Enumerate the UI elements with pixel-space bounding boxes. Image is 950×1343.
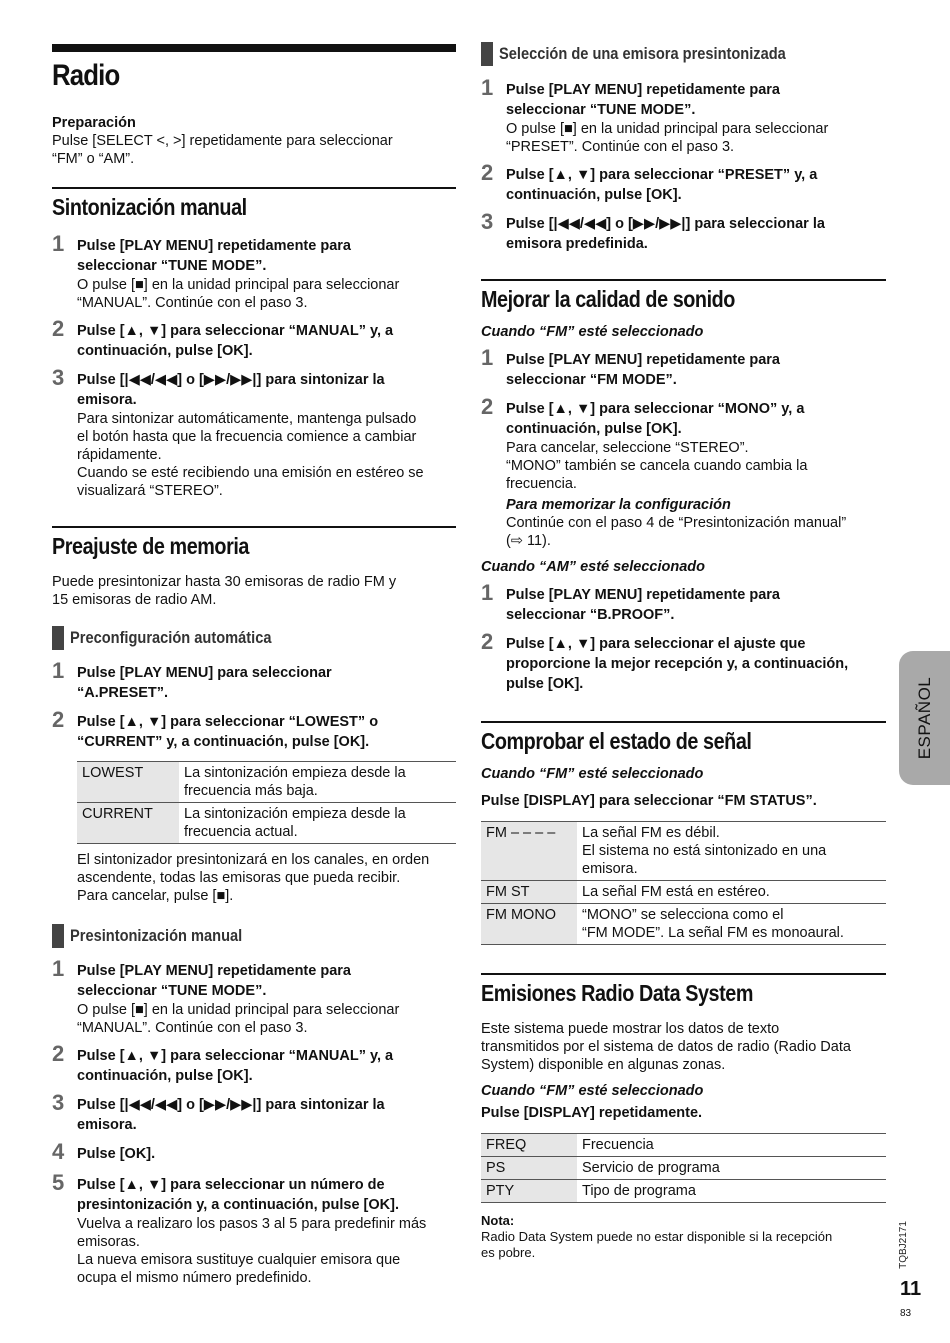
- rds-value: Servicio de programa: [577, 1157, 886, 1180]
- step-instruction: Pulse [PLAY MENU] repetidamente para: [506, 587, 780, 603]
- prep-text-2: “FM” o “AM”.: [52, 151, 135, 167]
- table-row: [481, 904, 886, 945]
- step-number: 3: [481, 209, 494, 234]
- table-row: [481, 1157, 886, 1180]
- status-value: [577, 904, 886, 945]
- status-key: FM MONO: [481, 904, 577, 945]
- option-key: LOWEST: [77, 762, 179, 803]
- step-note: Para cancelar, pulse [■].: [77, 888, 234, 904]
- step-instruction: Pulse [|◀◀/◀◀] o [▶▶/▶▶|] para seleccionar la: [506, 216, 825, 232]
- section-title: Mejorar la calidad de sonido: [481, 286, 735, 312]
- page-title: Radio: [52, 59, 120, 92]
- status-value: [577, 822, 886, 881]
- step-instruction: Pulse [▲, ▼] para seleccionar el ajuste que: [506, 636, 806, 652]
- status-text: emisora.: [582, 861, 638, 877]
- subsection-title: [52, 925, 456, 947]
- step-instruction: emisora.: [77, 392, 137, 408]
- intro-text: Este sistema puede mostrar los datos de texto: [481, 1021, 780, 1037]
- step-instruction: proporcione la mejor recepción y, a continuación,: [506, 656, 849, 672]
- section-rule: [52, 526, 456, 528]
- intro-text: Puede presintonizar hasta 30 emisoras de radio FM y: [52, 574, 397, 590]
- section-title: Comprobar el estado de señal: [481, 728, 752, 754]
- step-note: Cuando se esté recibiendo una emisión en estéreo se: [77, 465, 424, 481]
- status-key: FM ST: [481, 881, 577, 904]
- step: [52, 1170, 456, 1287]
- signal-status-table: [481, 821, 886, 945]
- step: [481, 75, 886, 156]
- step-instruction: emisora predefinida.: [506, 236, 648, 252]
- status-text: “MONO” se selecciona como el: [582, 907, 784, 923]
- instruction: Pulse [DISPLAY] repetidamente.: [481, 1105, 703, 1121]
- condition-heading: Cuando “FM” esté seleccionado: [481, 766, 704, 782]
- preparation: [52, 114, 456, 168]
- note-heading: Nota:: [481, 1213, 515, 1228]
- table-row: [481, 1134, 886, 1157]
- step-note: Para sintonizar automáticamente, mantenga pulsado: [77, 411, 417, 427]
- step-instruction: Pulse [▲, ▼] para seleccionar un número de: [77, 1177, 385, 1193]
- step-number: 1: [52, 956, 65, 981]
- subsection-title: [52, 627, 456, 649]
- step-note: El sintonizador presintonizará en los canales, en orden: [77, 852, 430, 868]
- step-note: O pulse [■] en la unidad principal para seleccionar: [506, 121, 829, 137]
- section-rule: [52, 187, 456, 189]
- step: [52, 1090, 456, 1135]
- step-instruction: continuación, pulse [OK].: [506, 187, 682, 203]
- step-instruction: seleccionar “TUNE MODE”.: [77, 258, 267, 274]
- step-instruction: Pulse [▲, ▼] para seleccionar “LOWEST” o: [77, 714, 379, 730]
- step-instruction: seleccionar “TUNE MODE”.: [506, 102, 696, 118]
- option-text: frecuencia actual.: [184, 824, 298, 840]
- step: [481, 160, 886, 205]
- instruction: Pulse [DISPLAY] para seleccionar “FM STATUS”.: [481, 793, 817, 809]
- step-instruction: Pulse [▲, ▼] para seleccionar “MONO” y, a: [506, 401, 805, 417]
- section-title: Sintonización manual: [52, 194, 247, 220]
- step-instruction: Pulse [▲, ▼] para seleccionar “PRESET” y, a: [506, 167, 818, 183]
- step: [52, 707, 456, 905]
- step-instruction: “A.PRESET”.: [77, 685, 169, 701]
- step: [52, 1041, 456, 1086]
- status-text: La señal FM está en estéreo.: [582, 884, 770, 900]
- step-instruction: Pulse [PLAY MENU] repetidamente para: [77, 238, 351, 254]
- step-number: 1: [481, 345, 494, 370]
- step: [481, 629, 886, 694]
- section-signal-status: [481, 721, 886, 945]
- section-rule: [481, 279, 886, 281]
- step-number: 2: [481, 394, 494, 419]
- intro-text: transmitidos por el sistema de datos de radio (Radio Data: [481, 1039, 851, 1055]
- step-instruction: continuación, pulse [OK].: [77, 1068, 253, 1084]
- rds-table: [481, 1133, 886, 1203]
- step-instruction: seleccionar “TUNE MODE”.: [77, 983, 267, 999]
- step-note: ocupa el mismo número predefinido.: [77, 1270, 312, 1286]
- step: [52, 658, 456, 703]
- document-code: [892, 1218, 916, 1272]
- step-instruction: Pulse [PLAY MENU] repetidamente para: [506, 352, 780, 368]
- step-instruction: Pulse [|◀◀/◀◀] o [▶▶/▶▶|] para sintonizar la: [77, 372, 385, 388]
- table-row: [481, 1180, 886, 1203]
- subsection-title-text: Selección de una emisora presintonizada: [499, 44, 786, 63]
- preset-intro: [52, 573, 456, 609]
- option-value: [179, 762, 456, 803]
- section-rds: [481, 973, 886, 1261]
- section-memory-preset: [52, 526, 456, 1287]
- section-sound-quality: [481, 279, 886, 694]
- rds-key: PTY: [481, 1180, 577, 1203]
- step-instruction: Pulse [PLAY MENU] repetidamente para: [506, 82, 780, 98]
- step-instruction: Pulse [|◀◀/◀◀] o [▶▶/▶▶|] para sintonizar la: [77, 1097, 385, 1113]
- step: [481, 209, 886, 254]
- step-number: 2: [481, 629, 494, 654]
- step-note: el botón hasta que la frecuencia comience a cambiar: [77, 429, 417, 445]
- rds-key: FREQ: [481, 1134, 577, 1157]
- step-note: Continúe con el paso 4 de “Presintonización manual”: [506, 515, 847, 531]
- step-note: (⇨ 11).: [506, 533, 551, 549]
- step-note: O pulse [■] en la unidad principal para seleccionar: [77, 277, 400, 293]
- step-note: “MANUAL”. Continúe con el paso 3.: [77, 295, 308, 311]
- intro-text: System) disponible en algunas zonas.: [481, 1057, 726, 1073]
- step-instruction: Pulse [▲, ▼] para seleccionar “MANUAL” y, a: [77, 1048, 394, 1064]
- table-row: [481, 822, 886, 881]
- status-text: El sistema no está sintonizado en una: [582, 843, 827, 859]
- step-instruction: continuación, pulse [OK].: [77, 343, 253, 359]
- step-number: 4: [52, 1139, 65, 1164]
- option-text: La sintonización empieza desde la: [184, 765, 406, 781]
- rds-intro: [481, 1020, 886, 1074]
- subsection-title-text: Preconfiguración automática: [70, 628, 272, 647]
- condition-heading: Cuando “FM” esté seleccionado: [481, 1083, 704, 1099]
- option-value: [179, 803, 456, 844]
- prep-text-1: Pulse [SELECT <, >] repetidamente para seleccionar: [52, 133, 393, 149]
- preset-after: [77, 851, 456, 905]
- option-key: CURRENT: [77, 803, 179, 844]
- step: [52, 316, 456, 361]
- rds-key: PS: [481, 1157, 577, 1180]
- document-code-text: TQBJ2171: [898, 1221, 909, 1269]
- step-note: O pulse [■] en la unidad principal para seleccionar: [77, 1002, 400, 1018]
- step: [481, 580, 886, 625]
- step-number: 2: [52, 707, 65, 732]
- note-text: es pobre.: [481, 1245, 536, 1260]
- note: [481, 1213, 886, 1261]
- section-rule: [481, 973, 886, 975]
- right-column: [481, 44, 886, 1261]
- step-note: frecuencia.: [506, 476, 577, 492]
- step-instruction: “CURRENT” y, a continuación, pulse [OK].: [77, 734, 370, 750]
- step-instruction: presintonización y, a continuación, pulse [OK].: [77, 1197, 399, 1213]
- option-text: La sintonización empieza desde la: [184, 806, 406, 822]
- language-tab: [899, 651, 950, 785]
- left-column: [52, 44, 456, 1287]
- subsection-title-text: Presintonización manual: [70, 926, 243, 945]
- step: [52, 956, 456, 1037]
- section-manual-tuning: [52, 187, 456, 500]
- step-instruction: continuación, pulse [OK].: [506, 421, 682, 437]
- step-number: 1: [481, 580, 494, 605]
- memorize-heading: Para memorizar la configuración: [506, 497, 731, 513]
- rds-value: Tipo de programa: [577, 1180, 886, 1203]
- page-number: 11: [900, 1278, 922, 1300]
- condition-heading: Cuando “AM” esté seleccionado: [481, 559, 705, 575]
- step-number: 3: [52, 365, 65, 390]
- status-value: [577, 881, 886, 904]
- intro-text: 15 emisoras de radio AM.: [52, 592, 217, 608]
- step-number: 2: [481, 160, 494, 185]
- table-row: [77, 803, 456, 844]
- rds-value: Frecuencia: [577, 1134, 886, 1157]
- step-instruction: pulse [OK].: [506, 676, 584, 692]
- table-row: [77, 762, 456, 803]
- step: [52, 365, 456, 500]
- step-note: “MANUAL”. Continúe con el paso 3.: [77, 1020, 308, 1036]
- status-text: La señal FM es débil.: [582, 825, 720, 841]
- language-tab-label: ESPAÑOL: [914, 676, 934, 760]
- step-note: rápidamente.: [77, 447, 162, 463]
- step-note: “PRESET”. Continúe con el paso 3.: [506, 139, 735, 155]
- step: [52, 231, 456, 312]
- step-note: “MONO” también se cancela cuando cambia la: [506, 458, 808, 474]
- status-text: “FM MODE”. La señal FM es monoaural.: [582, 925, 844, 941]
- step-instruction: Pulse [PLAY MENU] repetidamente para: [77, 963, 351, 979]
- step-note: La nueva emisora sustituye cualquier emisora que: [77, 1252, 401, 1268]
- step-instruction: Pulse [▲, ▼] para seleccionar “MANUAL” y, a: [77, 323, 394, 339]
- section-title: Preajuste de memoria: [52, 533, 249, 559]
- step-number: 1: [52, 658, 65, 683]
- prep-heading: Preparación: [52, 115, 136, 131]
- step-number: 1: [481, 75, 494, 100]
- step-note: ascendente, todas las emisoras que pueda recibir.: [77, 870, 401, 886]
- step-instruction: seleccionar “B.PROOF”.: [506, 607, 675, 623]
- step: [481, 394, 886, 550]
- step-number: 2: [52, 1041, 65, 1066]
- subsection-title: [481, 43, 886, 65]
- option-text: frecuencia más baja.: [184, 783, 318, 799]
- step: [52, 1139, 456, 1164]
- step-note: visualizará “STEREO”.: [77, 483, 223, 499]
- step-number: 5: [52, 1170, 65, 1195]
- step-note: Vuelva a realizaro los pasos 3 al 5 para predefinir más: [77, 1216, 427, 1232]
- status-key: FM – – – –: [481, 822, 577, 881]
- step-instruction: emisora.: [77, 1117, 137, 1133]
- step-number: 1: [52, 231, 65, 256]
- title-rule: [52, 44, 456, 52]
- preset-options-table: [77, 761, 456, 844]
- step-number: 2: [52, 316, 65, 341]
- note-text: Radio Data System puede no estar disponible si la recepción: [481, 1229, 833, 1244]
- step: [481, 345, 886, 390]
- step-number: 3: [52, 1090, 65, 1115]
- condition-heading: Cuando “FM” esté seleccionado: [481, 324, 704, 340]
- step-instruction: Pulse [OK].: [77, 1146, 156, 1162]
- table-row: [481, 881, 886, 904]
- page-sub-number: 83: [900, 1308, 912, 1319]
- step-note: Para cancelar, seleccione “STEREO”.: [506, 440, 749, 456]
- step-note: emisoras.: [77, 1234, 140, 1250]
- step-instruction: seleccionar “FM MODE”.: [506, 372, 677, 388]
- section-title: Emisiones Radio Data System: [481, 980, 754, 1006]
- section-rule: [481, 721, 886, 723]
- step-instruction: Pulse [PLAY MENU] para seleccionar: [77, 665, 332, 681]
